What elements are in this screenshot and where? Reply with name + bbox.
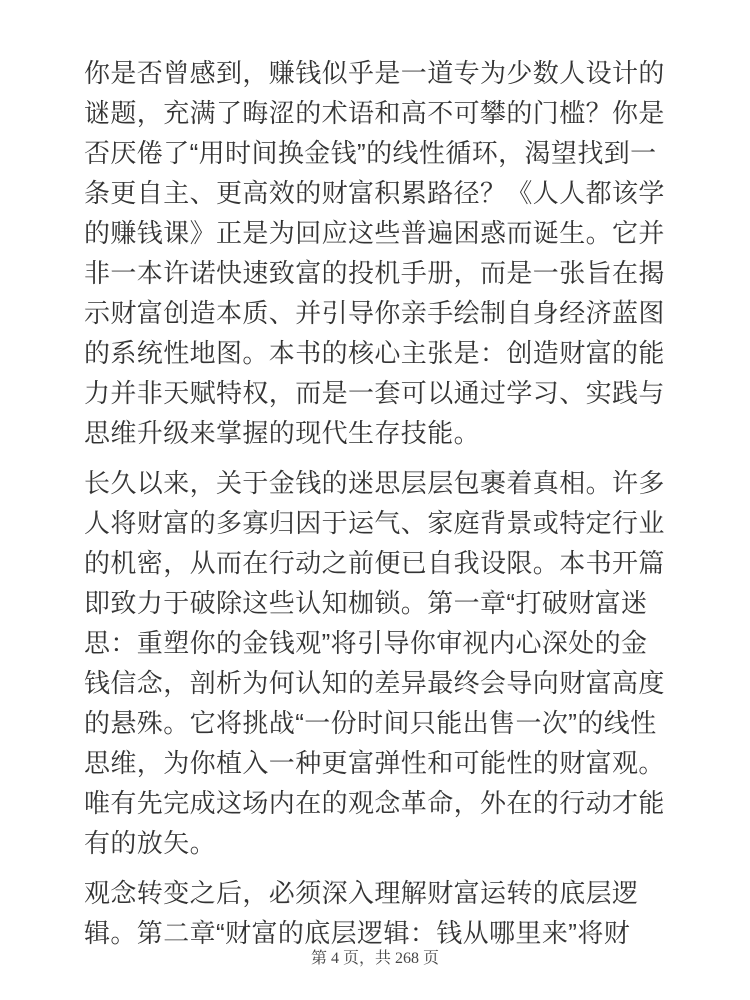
paragraph: 观念转变之后，必须深入理解财富运转的底层逻辑。第二章“财富的底层逻辑：钱从哪里来”将财 <box>84 878 639 948</box>
paragraph: 你是否曾感到，赚钱似乎是一道专为少数人设计的谜题，充满了晦涩的术语和高不可攀的门槛？你是否厌倦了“用时间换金钱”的线性循环，渴望找到一条更自主、更高效的财富积累路径？《人人都该学的赚钱课》正是为回应这些普遍困惑而诞生。它并非一本许诺快速致富的投机手册，而是一张旨在揭示财富创造本质、并引导你亲手绘制自身经济蓝图的系统性地图。本书的核心主张是：创造财富的能力并非天赋特权，而是一套可以通过学习、实践与思维升级来掌握的现代生存技能。 <box>84 58 665 448</box>
paragraph: 长久以来，关于金钱的迷思层层包裹着真相。许多人将财富的多寡归因于运气、家庭背景或特定行业的机密，从而在行动之前便已自我设限。本书开篇即致力于破除这些认知枷锁。第一章“打破财富迷思：重塑你的金钱观”将引导你审视内心深处的金钱信念，剖析为何认知的差异最终会导向财富高度的悬殊。它将挑战“一份时间只能出售一次”的线性思维，为你植入一种更富弹性和可能性的财富观。唯有先完成这场内在的观念革命，外在的行动才能有的放矢。 <box>84 468 665 858</box>
page-number-footer: 第 4 页，共 268 页 <box>310 950 439 967</box>
body-text <box>84 53 666 963</box>
